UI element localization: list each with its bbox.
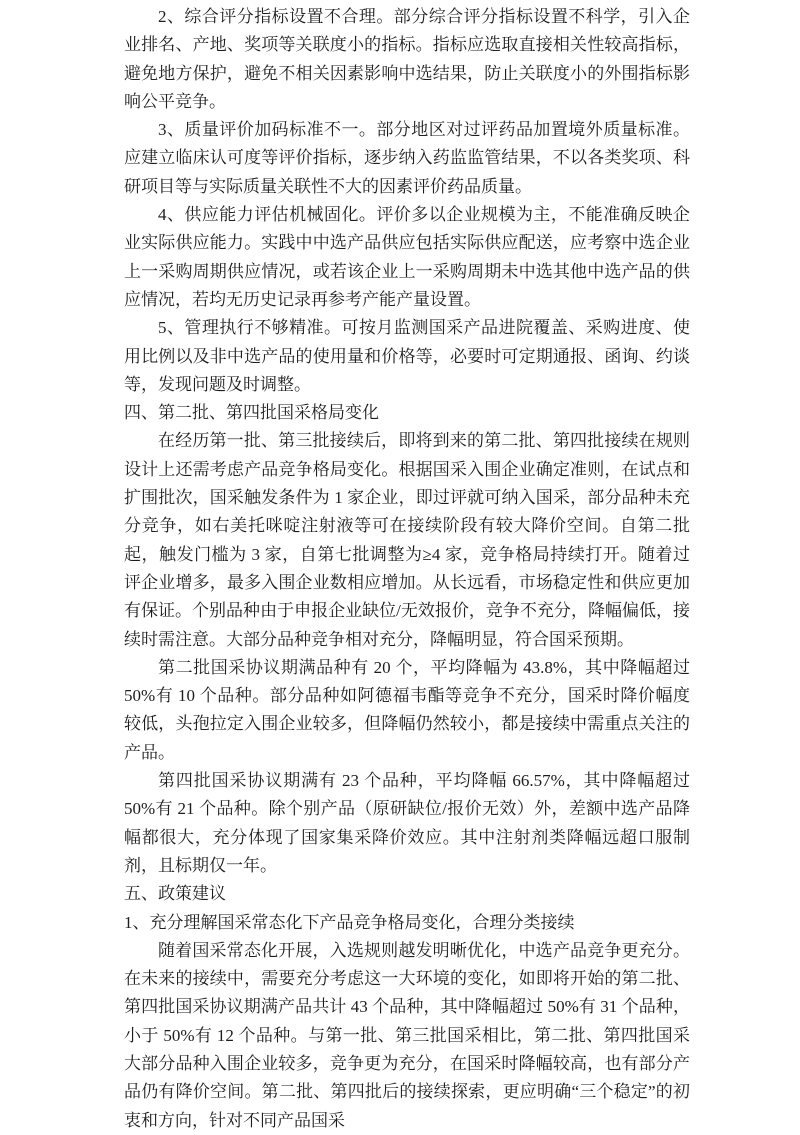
paragraph: 2、综合评分指标设置不合理。部分综合评分指标设置不科学，引入企业排名、产地、奖项等关联度小的指标。指标应选取直接相关性较高指标，避免地方保护，避免不相关因素影响中选结果，防止关联度小的外围指标影响公平竞争。 [124,7,690,111]
section-heading: 五、政策建议 [124,884,226,904]
section-heading: 四、第二批、第四批国采格局变化 [124,403,379,423]
paragraph: 在经历第一批、第三批接续后，即将到来的第二批、第四批接续在规则设计上还需考虑产品竞争格局变化。根据国采入围企业确定准则，在试点和扩围批次，国采触发条件为 1 家企业，即过评就可纳入国采，部分品种未充分竞争，如右美托咪啶注射液等可在接续阶段有较大降价空间。自第二批起，触发门槛为 3 家，自第七批调整为≥4 家，竞争格局持续打开。随着过评企业增多，最多入围企业数相应增加。从长远看，市场稳定性和供应更加有保证。个别品种由于申报企业缺位/无效报价，竞争不充分，降幅偏低，接续时需注意。大部分品种竞争相对充分，降幅明显，符合国采预期。 [124,431,690,649]
paragraph: 3、质量评价加码标准不一。部分地区对过评药品加置境外质量标准。应建立临床认可度等评价指标，逐步纳入药监监管结果，不以各类奖项、科研项目等与实际质量关联性不大的因素评价药品质量。 [124,120,690,196]
paragraph: 第二批国采协议期满品种有 20 个，平均降幅为 43.8%，其中降幅超过 50%有 10 个品种。部分品种如阿德福韦酯等竞争不充分，国采时降价幅度较低，头孢拉定入围企业较多，但降幅仍然较小，都是接续中需重点关注的产品。 [124,657,690,762]
paragraph: 第四批国采协议期满有 23 个品种，平均降幅 66.57%，其中降幅超过 50%有 21 个品种。除个别产品（原研缺位/报价无效）外，差额中选产品降幅都很大，充分体现了国家集采降价效应。其中注射剂类降幅远超口服制剂，且标期仅一年。 [124,771,690,875]
paragraph: 4、供应能力评估机械固化。评价多以企业规模为主，不能准确反映企业实际供应能力。实践中中选产品供应包括实际供应配送，应考察中选企业上一采购周期供应情况，或若该企业上一采购周期未中选其他中选产品的供应情况，若均无历史记录再参考产能产量设置。 [124,205,690,309]
paragraph: 随着国采常态化开展，入选规则越发明晰优化，中选产品竞争更充分。在未来的接续中，需要充分考虑这一大环境的变化，如即将开始的第二批、第四批国采协议期满产品共计 43 个品种，其中降幅超过 50%有 31 个品种，小于 50%有 12 个品种。与第一批、第三批国采相比，第二批、第四批国采大部分品种入围企业较多，竞争更为充分，在国采时降幅较高，也有部分产品仍有降价空间。第二批、第四批后的接续探索，更应明确“三个稳定”的初衷和方向，针对不同产品国采 [124,940,690,1130]
paragraph: 5、管理执行不够精准。可按月监测国采产品进院覆盖、采购进度、使用比例以及非中选产品的使用量和价格等，必要时可定期通报、函询、约谈等，发现问题及时调整。 [124,318,690,394]
section-heading: 1、充分理解国采常态化下产品竞争格局变化，合理分类接续 [124,912,575,932]
document-body [124,3,690,1135]
